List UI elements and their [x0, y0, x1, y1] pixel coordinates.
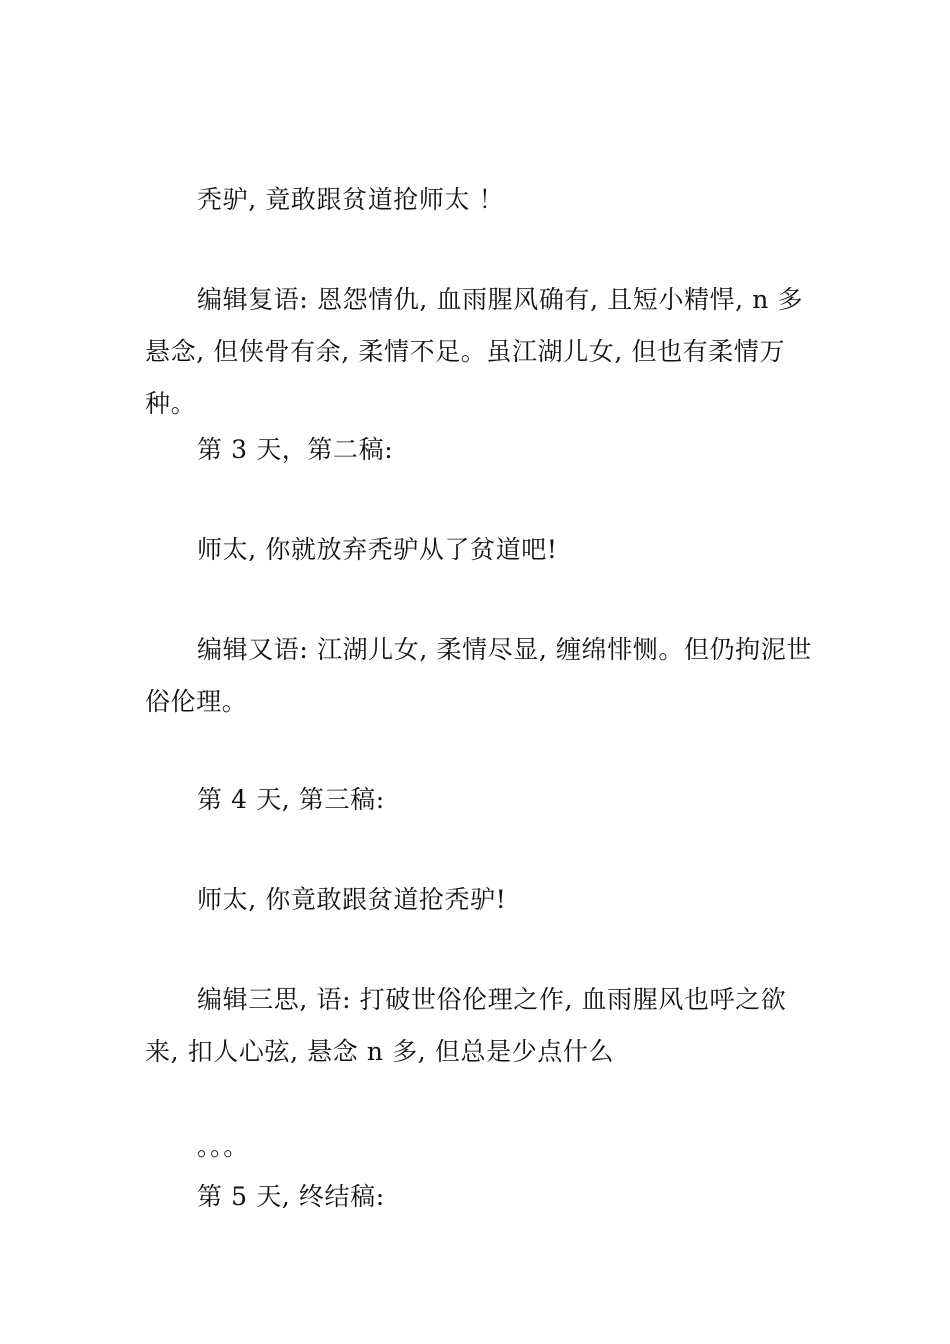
- paragraph-7: 师太, 你竟敢跟贫道抢秃驴!: [197, 885, 507, 914]
- paragraph-10-day5-heading: 第 5 天, 终结稿:: [197, 1182, 385, 1211]
- paragraph-1: 秃驴, 竟敢跟贫道抢师太 ！: [197, 185, 505, 214]
- paragraph-8-editor-reply: 编辑三思, 语: 打破世俗伦理之作, 血雨腥风也呼之欲来, 扣人心弦, 悬念 n 多, 但总是少点什么: [145, 985, 787, 1066]
- paragraph-2-editor-reply: 编辑复语: 恩怨情仇, 血雨腥风确有, 且短小精悍, n 多悬念, 但侠骨有余, 柔情不足。虽江湖儿女, 但也有柔情万种。: [145, 285, 804, 418]
- paragraph-9-ellipsis: 。。。: [197, 1132, 249, 1161]
- paragraph-4: 师太, 你就放弃秃驴从了贫道吧!: [197, 535, 558, 564]
- paragraph-6-day4-heading: 第 4 天, 第三稿:: [197, 785, 385, 814]
- paragraph-3-day3-heading: 第 3 天，第二稿:: [197, 435, 394, 464]
- paragraph-5-editor-reply: 编辑又语: 江湖儿女, 柔情尽显, 缠绵悱恻。但仍拘泥世俗伦理。: [145, 635, 812, 716]
